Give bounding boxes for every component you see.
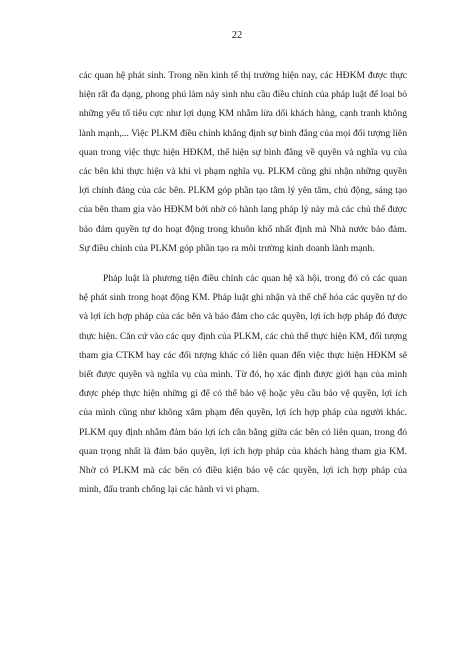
paragraph-1: các quan hệ phát sinh. Trong nền kinh tế thị trường hiện nay, các HĐKM được thực hiện rất đa dạng, phong phú làm nảy sinh nhu cầu điều chỉnh của pháp luật để loại bỏ những yếu tố tiêu cực như lợi dụng KM nhằm lừa dối khách hàng, cạnh tranh không lành mạnh,... Việc PLKM điều chỉnh khẳng định sự bình đẳng của mọi đối tượng liên quan trong việc thực hiện HĐKM, thể hiện sự bình đẳng về quyền và nghĩa vụ của các bên khi thực hiện và khi vi phạm nghĩa vụ. PLKM cũng ghi nhận những quyền lợi chính đáng của các bên. PLKM góp phần tạo tâm lý yên tâm, chủ động, sáng tạo của bên tham gia vào HĐKM bởi nhờ có hành lang pháp lý này mà các chủ thể được bảo đảm quyền tự do hoạt động trong khuôn khổ nhất định mà Nhà nước bảo đảm. Sự điều chỉnh của PLKM góp phần tạo ra môi trường kinh doanh lành mạnh. xyxy=(79,70,407,254)
paragraph-2: Pháp luật là phương tiện điều chỉnh các quan hệ xã hội, trong đó có các quan hệ phát sinh trong hoạt động KM. Pháp luật ghi nhận và thể chế hóa các quyền tự do và lợi ích hợp pháp của các bên và bảo đảm cho các quyền, lợi ích hợp pháp đó được thực hiện. Căn cứ vào các quy định của PLKM, các chủ thể thực hiện KM, đối tượng tham gia CTKM hay các đối tượng khác có liên quan đến việc thực hiện HĐKM sẽ biết được quyền và nghĩa vụ của mình. Từ đó, họ xác định được giới hạn của mình được phép thực hiện những gì để có thể bảo vệ hoặc yêu cầu bảo vệ quyền, lợi ích của mình cũng như không xâm phạm đến quyền, lợi ích hợp pháp của người khác. PLKM quy định nhằm đảm bảo lợi ích cân bằng giữa các bên có liên quan, trong đó quan trọng nhất là đảm bảo quyền, lợi ích hợp pháp của khách hàng tham gia KM. Nhờ có PLKM mà các bên có điều kiện bảo vệ các quyền, lợi ích hợp pháp của mình, đấu tranh chống lại các hành vi vi phạm. xyxy=(79,273,407,496)
page-number: 22 xyxy=(231,30,243,41)
body-text xyxy=(79,66,407,499)
